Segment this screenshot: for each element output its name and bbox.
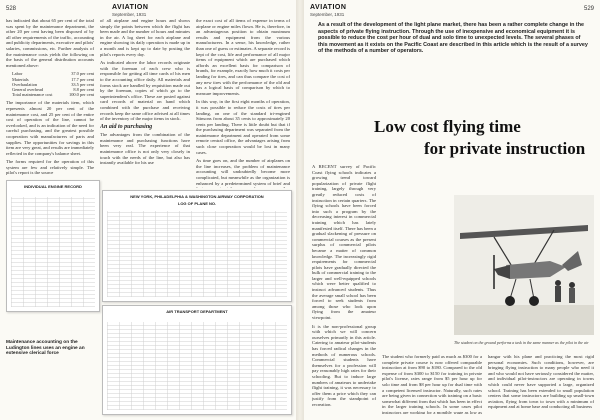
headline-line-1: Low cost flying time <box>374 117 521 136</box>
paragraph: In this way, in the first eight months of operation, it was possible to reduce the costs of tires per landing, on one of the standard tri-engined Stinsons from about 35 cents to approximately 20 cents per landing. There is little doubt but that if the purchasing department was separated from the maintenance department and operated from some remote central office, the advantages arising from such close cooperation would be lost in many cases. <box>196 99 290 155</box>
page-gutter <box>296 0 304 420</box>
list-item: Overhaulation 33.5 per cent <box>12 81 94 87</box>
paragraph: The advantages from the combination of the maintenance and purchasing functions have been very real. The experience of that maintenance office is not only very closely in touch with the needs of the line, but also has instantly available for his use <box>100 132 190 166</box>
paragraph: hangar with his plane and practicing the most rigid personal economies. Such conditions, however, are bringing flying instruction to many people who need it and who would not have seriously considered the matter, and individual pilot-instructors are operating in towns which could never have supported a large, organized school. Training has been extended to small population centers that some instructors are building up small-town aviation, flying from town to town with a minimum of equipment and at home base and conducting all business <box>488 354 594 410</box>
air-transport-form <box>102 305 292 415</box>
right-column-2 <box>382 354 482 414</box>
list-item: General overhead 8.8 per cent <box>12 86 94 92</box>
paragraph: A RECENT survey of Pacific Coast flying schools indicates a growing trend toward popularization of private flight training, largely through very greatly reduced costs of instruction in certain quarters. The flying schools have been forced into such a program by the decreasing interest in commercial training which has lately manifested itself. There has been a gradual slackening of pressure on commercial courses as the present surplus of commercial pilots became a matter of common knowledge. The increasingly rigid requirements for commercial pilots have gradually directed the bulk of commercial training to the larger and well-equipped schools which were better qualified to instruct advanced students. Thus the average small school has been forced to seek students from among those who look upon flying from the amateur viewpoint. <box>312 164 376 321</box>
page-number-right: 529 <box>583 6 594 12</box>
plane-log-form <box>102 190 292 302</box>
list-item: Total maintenance cost 100.0 per cent <box>12 92 94 98</box>
paragraph: The forms required for the operation of this system are few and relatively simple. The pilot's report is the source <box>6 159 94 176</box>
engine-record-form <box>6 180 100 312</box>
left-column-3 <box>196 18 290 188</box>
issue-date-left: September, 1931 <box>112 12 147 17</box>
form-title: LOG OF PLANE NO. <box>177 201 217 206</box>
paragraph: of all airplane and engine hours and shows simply the points between which the flight has been made and the number of hours and minutes in the air. A log sheet for each airplane and engine showing its daily operation is made up in a month and is kept up to date by posting the pilot's reports every day. <box>100 18 190 57</box>
paragraph: It is the non-professional group with which we will concern ourselves primarily in this article. Catering to amateur pilot-students has forced radical changes in the methods of numerous schools. Commercial students have themselves for a profession will pay reasonably high rates for their schooling. But to induce large numbers of amateurs to undertake flight training, it was necessary to offer them a price which they can justify from the standpoint of recreation. <box>312 323 376 407</box>
page-number-left: 528 <box>6 6 17 12</box>
paragraph: The importance of the materials item, which represents almost 20 per cent of the maintenance cost, and 25 per cent of the entire cost of operation of the line, cannot be overlooked, and is an indication of the need for careful purchasing, and the greatest possible cooperation with manufacturers of parts and supplies. The opportunities for savings in this item are very great, and results are immediately reflected in the company's balance sheet. <box>6 100 94 156</box>
airplane-photo <box>454 195 594 335</box>
paragraph: The student who formerly paid as much as $300 for a complete private course is now offered comparable instruction at from $90 to $180. Compared to the old expense of from $300 to $150 for training in private pilot's license, rates range from $5 per hour up for solo time and from $8 per hour up for dual time with a competent licensed instructor. Naturally, such rates are being given in connection with training on a basic somewhat different from that which has been in effect in the larger training schools. In some cases pilot instructors are working for a monthly wage as low as <box>382 354 482 414</box>
form-title: AIR TRANSPORT DEPARTMENT <box>166 309 228 314</box>
left-column-2 <box>100 18 190 178</box>
right-page <box>304 0 600 420</box>
article-intro: As a result of the development of the light plane market, there has been a rather complete change in the aspects of private flying instruction. Through the use of inexpensive and economical equipment it is possible to reduce the cost per hour of dual and solo time to unexpected levels. The several phases of this movement as it exists on the Pacific Coast are described in this article which is the result of a survey of the methods of a number of operators. <box>318 22 588 55</box>
headline-line-2: for private instruction <box>424 139 586 158</box>
form-grid <box>11 197 95 307</box>
paragraph: has indicated that about 65 per cent of the total was spent by the maintenance department, the other 20 per cent having been disposed of by all other requirements of the traffic, accounting and publicity departments, executive and pilots' salaries, commissions, etc. Further analysis of the maintenance costs yields the following on the basis of the general distribution accounts mentioned above: <box>6 18 94 68</box>
paragraph: As indicated above the labor records originate with the foreman of each crew who is responsible for getting all time cards of his men to the accounting office daily. All materials and forms stock are handled by requisition made out by the foreman, copies of which go to the superintendent's office. These are posted against card records of material on hand which combined with the purchase and receiving records keep the same office advised at all times of the inventory of the major items in stock. <box>100 60 190 122</box>
right-column-1 <box>312 164 376 414</box>
left-column-1 <box>6 18 94 179</box>
form-title: INDIVIDUAL ENGINE RECORD <box>24 184 82 189</box>
masthead-right: AVIATION <box>310 4 347 11</box>
cost-breakdown-list <box>12 71 94 97</box>
figure-caption: Maintenance accounting on the Ludington lines uses an engine an extensive clerical force <box>6 340 85 357</box>
right-column-3 <box>488 354 594 414</box>
subheading: An aid to purchasing <box>100 123 153 130</box>
monoplane-illustration <box>454 195 594 335</box>
paragraph: the exact cost of all items of expense in terms of airplane or engine miles flown. He is, therefore, in an advantageous position to obtain maximum results and equipment from the various manufacturers. In a sense, his knowledge, rather than one of guess or estimates. A separate record is kept of the cost, life and performance of all major items of equipment which are purchased which affords an excellent basis for comparison of brands, for example, exactly how much it costs per landing for tires, and can thus compare the cost of any new tires with the performance of the old and has a logical basis of comparison by which to measure improvements. <box>196 18 290 96</box>
form-grid <box>107 211 287 297</box>
paragraph: As time goes on, and the number of airplanes on the line increases, the problem of maintenance accounting will undoubtedly become more complicated, but meanwhile as the organization is enhanced by a predetermined system of brief and <box>196 158 290 186</box>
photo-caption: The student on the ground performs a task in the same manner as the pilot in the air <box>454 340 589 345</box>
left-page <box>0 0 296 420</box>
form-grid <box>107 322 287 410</box>
masthead-left: AVIATION <box>112 4 149 11</box>
list-item: Materials 17.7 per cent <box>12 76 94 82</box>
list-item: Labor 37.0 per cent <box>12 71 94 77</box>
issue-date-right: September, 1931 <box>310 12 345 17</box>
form-heading: NEW YORK, PHILADELPHIA & WASHINGTON AIRWAY CORPORATION <box>130 194 264 199</box>
